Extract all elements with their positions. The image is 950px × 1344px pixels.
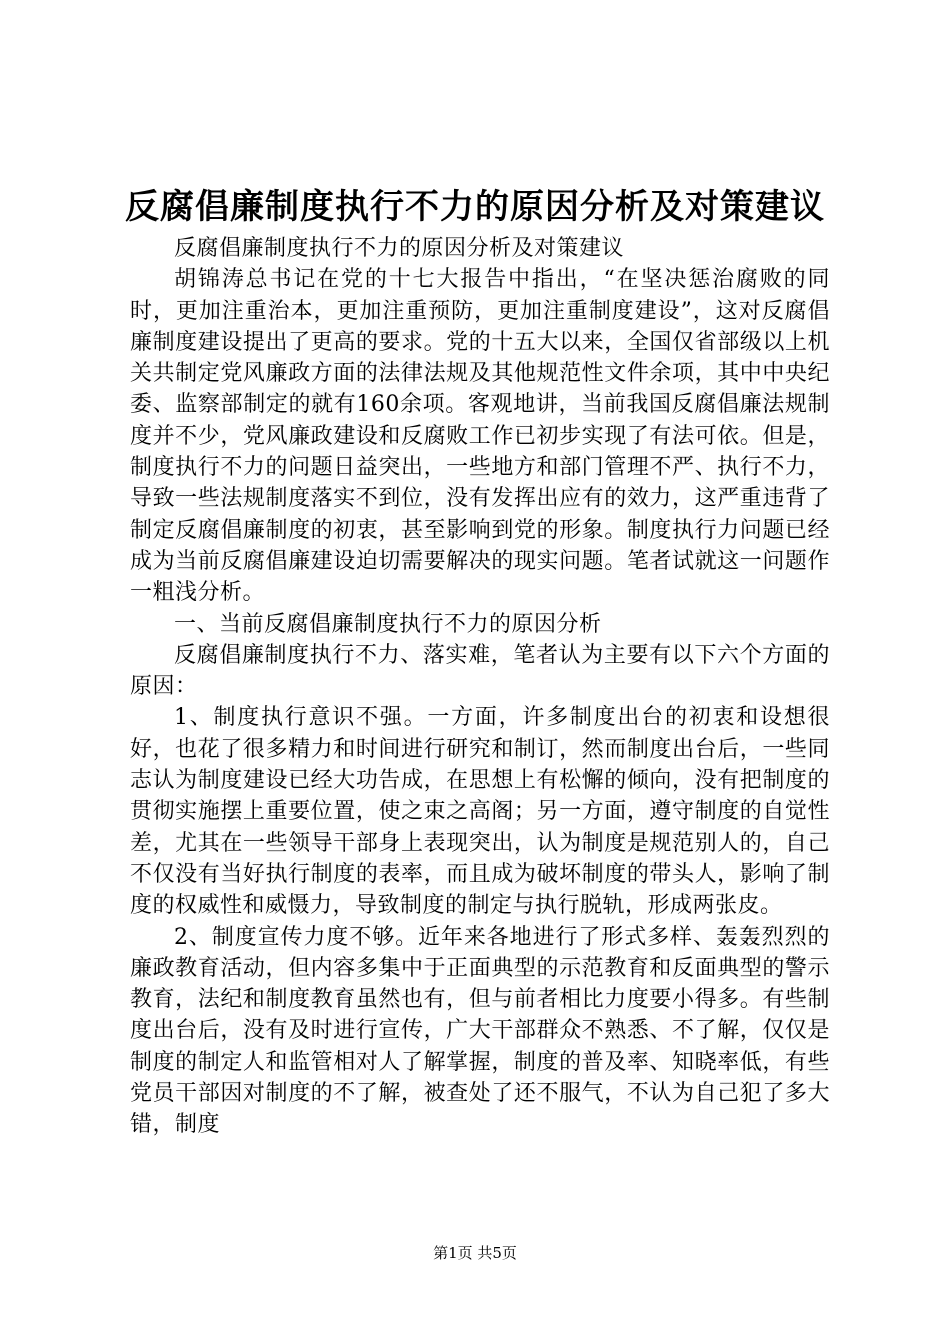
document-body xyxy=(130,233,830,1141)
paragraph-overview: 反腐倡廉制度执行不力、落实难，笔者认为主要有以下六个方面的原因： xyxy=(130,642,830,700)
section-heading: 一、当前反腐倡廉制度执行不力的原因分析 xyxy=(174,611,602,637)
paragraph-subtitle: 反腐倡廉制度执行不力的原因分析及对策建议 xyxy=(174,236,625,261)
paragraph-point-2: 2、制度宣传力度不够。近年来各地进行了形式多样、轰轰烈烈的廉政教育活动，但内容多集中于正面典型的示范教育和反面典型的警示教育，法纪和制度教育虽然也有，但与前者相比力度要小得多。有些制度出台后，没有及时进行宣传，广大干部群众不熟悉、不了解，仅仅是制度的制定人和监管相对人了解掌握，制度的普及率、知晓率低，有些党员干部因对制度的不了解，被查处了还不服气，不认为自己犯了多大错，制度 xyxy=(130,924,830,1138)
paragraph-intro: 胡锦涛总书记在党的十七大报告中指出，“在坚决惩治腐败的同时，更加注重治本，更加注重预防，更加注重制度建设”，这对反腐倡廉制度建设提出了更高的要求。党的十五大以来，全国仅省部级以上机关共制定党风廉政方面的法律法规及其他规范性文件余项，其中中央纪委、监察部制定的就有160余项。客观地讲，当前我国反腐倡廉法规制度并不少，党风廉政建设和反腐败工作已初步实现了有法可依。但是，制度执行不力的问题日益突出，一些地方和部门管理不严、执行不力，导致一些法规制度落实不到位，没有发挥出应有的效力，这严重违背了制定反腐倡廉制度的初衷，甚至影响到党的形象。制度执行力问题已经成为当前反腐倡廉建设迫切需要解决的现实问题。笔者试就这一问题作一粗浅分析。 xyxy=(130,267,830,606)
document-title: 反腐倡廉制度执行不力的原因分析及对策建议 xyxy=(125,187,825,227)
page-footer: 第1页 共5页 xyxy=(433,1244,517,1262)
paragraph-point-1: 1、制度执行意识不强。一方面，许多制度出台的初衷和设想很好，也花了很多精力和时间进行研究和制订，然而制度出台后，一些同志认为制度建设已经大功告成，在思想上有松懈的倾向，没有把制度的贯彻实施摆上重要位置，使之束之高阁；另一方面，遵守制度的自觉性差，尤其在一些领导干部身上表现突出，认为制度是规范别人的，自己不仅没有当好执行制度的表率，而且成为破坏制度的带头人，影响了制度的权威性和威慑力，导致制度的制定与执行脱轨，形成两张皮。 xyxy=(130,705,830,919)
